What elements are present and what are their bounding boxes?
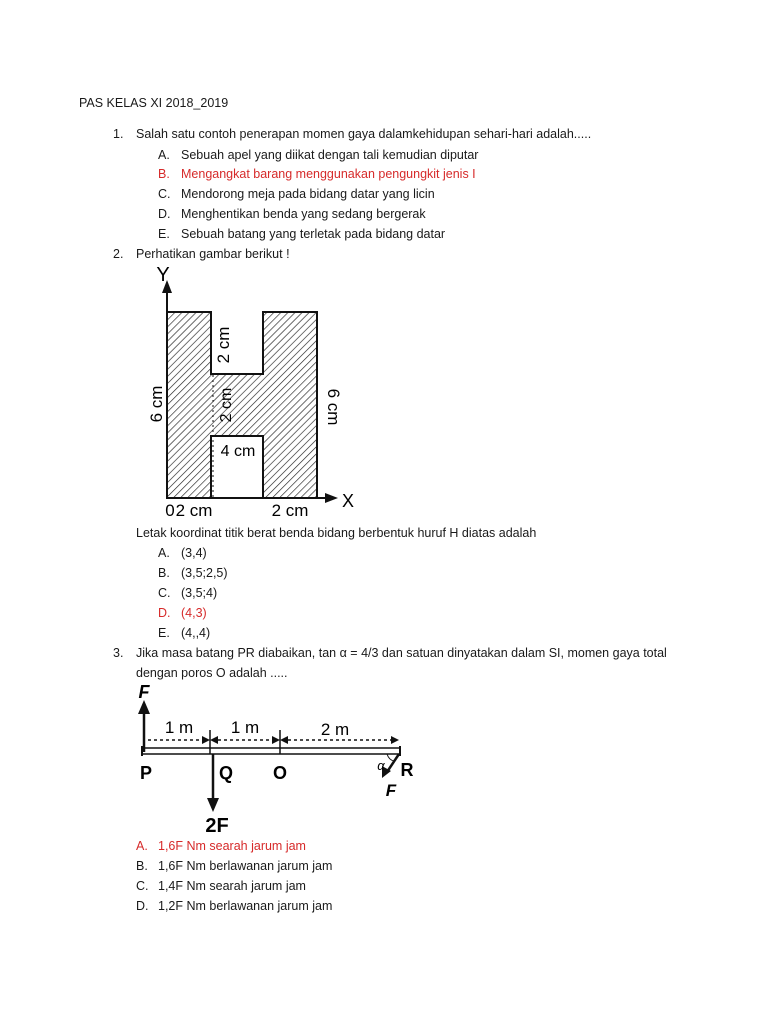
q3-text-line1: Jika masa batang PR diabaikan, tan α = 4/3 dan satuan dinyatakan dalam SI, momen gaya total [136,646,667,660]
force-label-incline: F [385,781,397,800]
dim-right-height: 6 cm [324,388,343,426]
q2-option-c-letter: C. [158,586,171,600]
q2-option-d-letter: D. [158,606,171,620]
q2-option-a-letter: A. [158,546,170,560]
y-axis-label: Y [156,264,170,286]
q1-option-c-letter: C. [158,187,171,201]
q1-option-e-letter: E. [158,227,170,241]
q3-option-d-letter: D. [136,899,149,913]
force-arrow-2f-head [207,798,219,812]
x-axis-arrow [325,493,338,503]
q1-option-b-text: Mengangkat barang menggunakan pengungkit jenis I [181,167,476,181]
q1-option-d-letter: D. [158,207,171,221]
q1-option-e-text: Sebuah batang yang terletak pada bidang datar [181,227,446,241]
point-p-label: P [139,763,153,783]
q1-option-a-text: Sebuah apel yang diikat dengan tali kemudian diputar [181,148,479,162]
dim-top-gap: 2 cm [214,326,233,364]
q3-option-b-text: 1,6F Nm berlawanan jarum jam [158,859,333,873]
q3-option-a-text: 1,6F Nm searah jarum jam [158,839,306,853]
q3-option-c-text: 1,4F Nm searah jarum jam [158,879,306,893]
q2-number: 2. [113,247,124,261]
q1-option-c-text: Mendorong meja pada bidang datar yang licin [181,187,435,201]
q2-option-b-text: (3,5;2,5) [181,566,228,580]
angle-label: α [377,758,385,773]
document-title: PAS KELAS XI 2018_2019 [79,96,229,110]
q1-option-b-letter: B. [158,167,170,181]
x-axis-label: X [341,491,355,511]
q2-option-e-text: (4,,4) [181,626,211,640]
dim-middle: 2 cm [218,387,235,423]
force-arrow-incline [387,754,399,772]
h-shape-figure [140,262,360,524]
point-q-label: Q [218,763,234,783]
point-o-label: O [272,763,288,783]
q2-question: Letak koordinat titik berat benda bidang berbentuk huruf H diatas adalah [136,526,537,540]
force-label-top: F [138,682,150,702]
dim-left-height: 6 cm [147,385,166,423]
q2-option-b-letter: B. [158,566,170,580]
q2-text: Perhatikan gambar berikut ! [136,247,290,261]
q2-option-e-letter: E. [158,626,170,640]
q1-number: 1. [113,127,124,141]
lever-figure [125,682,420,834]
q2-option-d-text: (4,3) [181,606,207,620]
dim-right-width: 2 cm [271,501,309,520]
q3-text-line2: dengan poros O adalah ..... [136,666,288,680]
force-arrow-top-head [138,700,150,714]
force-label-2f: 2F [205,815,229,834]
q3-option-d-text: 1,2F Nm berlawanan jarum jam [158,899,333,913]
q3-number: 3. [113,646,124,660]
q2-option-c-text: (3,5;4) [181,586,218,600]
dim-left-width: 2 cm [175,501,213,520]
q1-text: Salah satu contoh penerapan momen gaya dalamkehidupan sehari-hari adalah..... [136,127,592,141]
q3-option-a-letter: A. [136,839,148,853]
q1-option-a-letter: A. [158,148,170,162]
dim-bottom-gap: 4 cm [220,443,256,460]
seg1-label: 1 m [164,718,194,737]
origin-label: 0 [165,501,175,520]
seg2-label: 1 m [230,718,260,737]
q3-option-c-letter: C. [136,879,149,893]
angle-arc [387,754,394,761]
q2-option-a-text: (3,4) [181,546,207,560]
q1-option-d-text: Menghentikan benda yang sedang bergerak [181,207,426,221]
q3-option-b-letter: B. [136,859,148,873]
seg3-label: 2 m [320,720,350,739]
point-r-label: R [400,760,414,780]
h-shape [167,312,317,498]
